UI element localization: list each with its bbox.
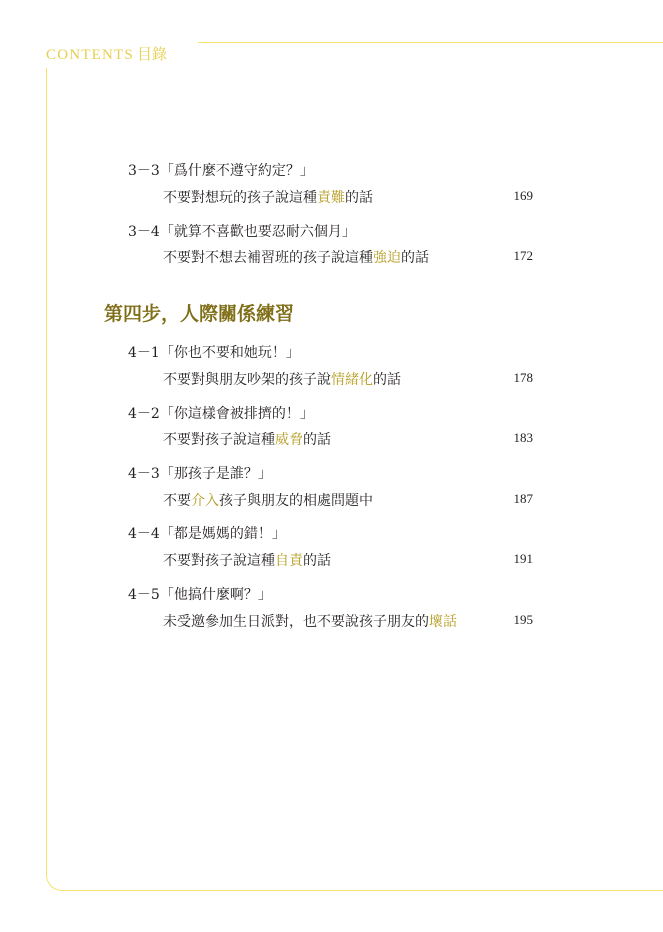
subtitle-highlight: 強迫 bbox=[373, 250, 401, 266]
subtitle-highlight: 情緒化 bbox=[331, 372, 373, 388]
toc-entry-subtitle[interactable] bbox=[163, 429, 331, 449]
entry-quote: 「就算不喜歡也要忍耐六個月」 bbox=[159, 224, 356, 240]
entry-quote: 「你這樣會被排擠的！」 bbox=[159, 406, 314, 422]
subtitle-text: 不要對孩子說這種 bbox=[163, 432, 275, 448]
header-en: CONTENTS bbox=[46, 47, 134, 63]
toc-entry-subtitle[interactable] bbox=[163, 187, 373, 207]
toc-entry-subtitle[interactable] bbox=[163, 490, 373, 510]
entry-number: 4－4 bbox=[128, 526, 160, 542]
entry-quote: 「都是媽媽的錯！」 bbox=[159, 526, 286, 542]
subtitle-text-end: 的話 bbox=[303, 553, 331, 569]
subtitle-highlight: 責難 bbox=[317, 190, 345, 206]
subtitle-text-end: 的話 bbox=[303, 432, 331, 448]
subtitle-highlight: 自責 bbox=[275, 553, 303, 569]
header-rule bbox=[198, 42, 663, 43]
page-number: 195 bbox=[513, 612, 533, 627]
subtitle-highlight: 威脅 bbox=[275, 432, 303, 448]
subtitle-text: 不要 bbox=[163, 493, 191, 509]
subtitle-highlight: 壞話 bbox=[429, 614, 457, 630]
toc-entry-title[interactable] bbox=[128, 463, 272, 483]
entry-quote: 「那孩子是誰？」 bbox=[159, 466, 272, 482]
subtitle-text: 不要對與朋友吵架的孩子說 bbox=[163, 372, 331, 388]
header-zh: 目錄 bbox=[136, 47, 167, 63]
entry-quote: 「爲什麼不遵守約定？」 bbox=[159, 163, 314, 179]
entry-quote: 「你也不要和她玩！」 bbox=[159, 345, 300, 361]
page-number: 183 bbox=[513, 430, 533, 445]
subtitle-text-end: 的話 bbox=[345, 190, 373, 206]
entry-number: 4－2 bbox=[128, 406, 160, 422]
subtitle-text: 不要對不想去補習班的孩子說這種 bbox=[163, 250, 373, 266]
subtitle-text: 不要對想玩的孩子說這種 bbox=[163, 190, 317, 206]
entry-number: 4－5 bbox=[128, 587, 160, 603]
subtitle-text-end: 的話 bbox=[401, 250, 429, 266]
toc-entry-subtitle[interactable] bbox=[163, 611, 457, 631]
section-title: 第四步，人際關係練習 bbox=[104, 303, 295, 325]
toc-entry-title[interactable] bbox=[128, 584, 272, 604]
subtitle-text-end: 孩子與朋友的相處問題中 bbox=[219, 493, 373, 509]
entry-number: 3－3 bbox=[128, 163, 160, 179]
toc-entry-title[interactable] bbox=[128, 342, 300, 362]
entry-number: 4－1 bbox=[128, 345, 160, 361]
contents-header bbox=[46, 43, 167, 64]
page-number: 178 bbox=[513, 370, 533, 385]
toc-entry-subtitle[interactable] bbox=[163, 247, 429, 267]
subtitle-text: 不要對孩子說這種 bbox=[163, 553, 275, 569]
toc-entry-title[interactable] bbox=[128, 160, 314, 180]
page-number: 172 bbox=[513, 248, 533, 263]
page-number: 187 bbox=[513, 491, 533, 506]
subtitle-text: 未受邀參加生日派對，也不要說孩子朋友的 bbox=[163, 614, 429, 630]
toc-entry-title[interactable] bbox=[128, 403, 314, 423]
toc-entry-title[interactable] bbox=[128, 221, 356, 241]
subtitle-text-end: 的話 bbox=[373, 372, 401, 388]
toc-entry-title[interactable] bbox=[128, 523, 286, 543]
entry-number: 4－3 bbox=[128, 466, 160, 482]
toc-entry-subtitle[interactable] bbox=[163, 369, 401, 389]
page-number: 191 bbox=[513, 551, 533, 566]
entry-quote: 「他搞什麼啊？」 bbox=[159, 587, 272, 603]
subtitle-highlight: 介入 bbox=[191, 493, 219, 509]
entry-number: 3－4 bbox=[128, 224, 160, 240]
toc-entry-subtitle[interactable] bbox=[163, 550, 331, 570]
page-number: 169 bbox=[513, 188, 533, 203]
